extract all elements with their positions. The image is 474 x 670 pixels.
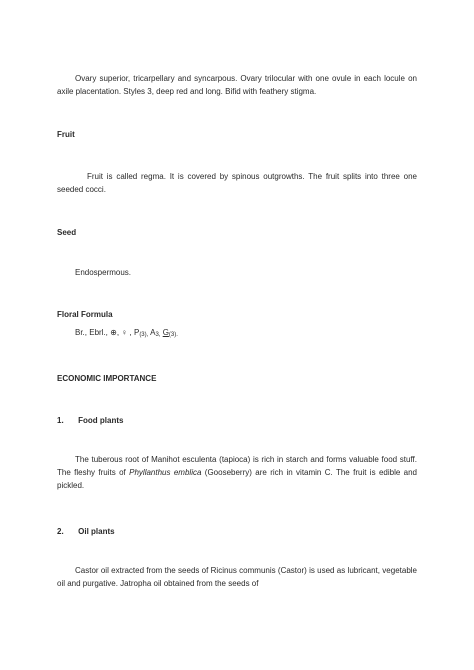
formula-gynoecium: G [162, 328, 169, 337]
floral-formula [75, 326, 375, 339]
food-text-part-1: The tuberous root of Manihot esculenta (tapioca) is rich in starch and forms valuable food stuff. The fleshy fruits of [57, 455, 417, 477]
formula-bracts: Br., Ebrl., [75, 328, 108, 337]
oil-plants-title: Oil plants [78, 527, 115, 536]
food-text-part-2: (Gooseberry) are rich in vitamin C. The fruit is edible and pickled. [57, 468, 417, 490]
seed-heading: Seed [57, 228, 77, 237]
fruit-heading: Fruit [57, 130, 75, 139]
fruit-paragraph: Fruit is called regma. It is covered by spinous outgrowths. The fruit splits into three one seeded cocci. [57, 172, 417, 194]
oil-plants-heading [57, 525, 417, 538]
economic-importance-heading: ECONOMIC IMPORTANCE [57, 374, 157, 383]
food-plants-title: Food plants [78, 416, 124, 425]
seed-paragraph: Endospermous. [75, 268, 132, 277]
formula-perianth-count: (3), [139, 332, 149, 338]
floral-formula-heading: Floral Formula [57, 310, 113, 319]
food-plants-number: 1. [57, 416, 64, 425]
formula-symbols: ⊕, ♀ , [110, 328, 132, 337]
oil-plants-number: 2. [57, 527, 64, 536]
pistil-paragraph: Ovary superior, tricarpellary and syncarpous. Ovary trilocular with one ovule in each locule on axile placentation. Styles 3, deep red and long. Bifid with feathery stigma. [57, 74, 417, 96]
formula-gynoecium-count: (3). [168, 332, 178, 338]
food-plants-heading [57, 414, 417, 427]
formula-perianth: P [133, 328, 140, 337]
food-text-species: Phyllanthus emblica [129, 468, 202, 477]
formula-androecium: A [150, 328, 156, 337]
food-plants-paragraph [57, 453, 417, 492]
formula-androecium-count: 3, [155, 332, 161, 338]
oil-plants-paragraph: Castor oil extracted from the seeds of Ricinus communis (Castor) is used as lubricant, vegetable oil and purgative. Jatropha oil obtained from the seeds of [57, 566, 417, 588]
